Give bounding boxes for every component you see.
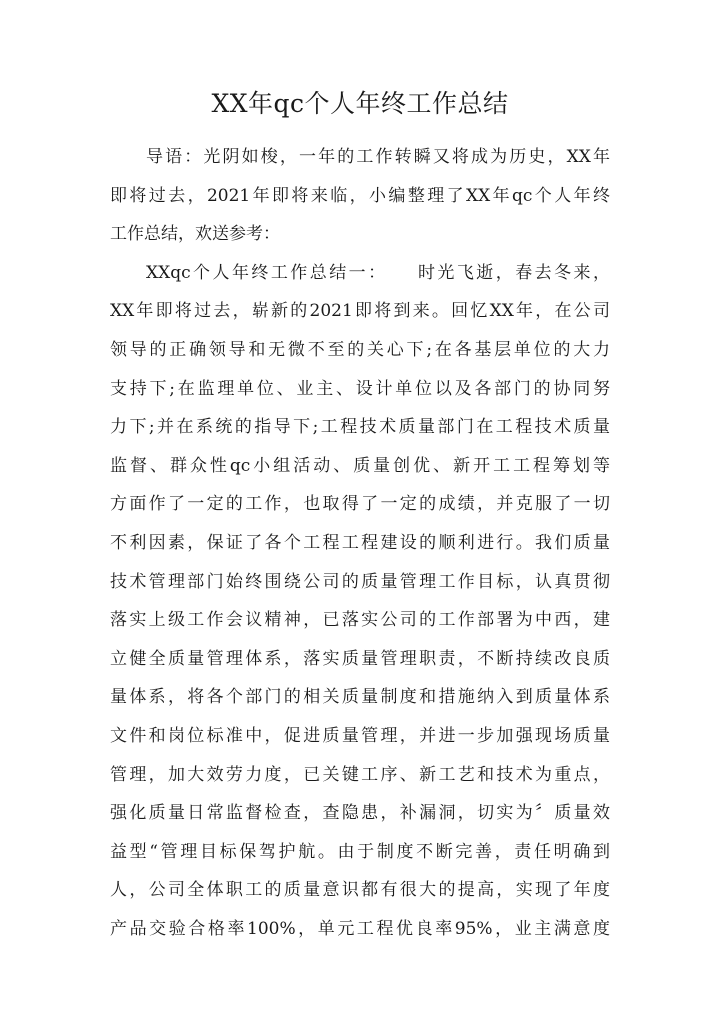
text-line: XX年即将过去，崭新的2021即将到来。回忆XX年，在公司: [110, 301, 610, 322]
text-line: 即将过去，2021年即将来临，小编整理了XX年qc个人年终: [110, 185, 610, 206]
text-line: 技术管理部门始终围绕公司的质量管理工作目标，认真贯彻: [110, 571, 610, 592]
text-line: 落实上级工作会议精神，已落实公司的工作部署为中西，建: [110, 610, 610, 631]
text-line: 导语：光阴如梭，一年的工作转瞬又将成为历史，XX年: [146, 147, 610, 167]
text-line: 不利因素，保证了各个工程工程建设的顺利进行。我们质量: [110, 532, 610, 553]
text-line: 产品交验合格率100%，单元工程优良率95%，业主满意度: [110, 918, 610, 939]
text-line: XXqc个人年终工作总结一： 时光飞逝，春去冬来，: [146, 262, 610, 283]
document-body: [110, 138, 610, 948]
text-line: 强化质量日常监督检查，查隐患，补漏洞，切实为〞质量效: [110, 803, 610, 824]
text-line: 领导的正确领导和无微不至的关心下;在各基层单位的大力: [110, 339, 610, 360]
text-line: 支持下;在监理单位、业主、设计单位以及各部门的协同努: [110, 378, 610, 399]
text-line: 人，公司全体职工的质量意识都有很大的提高，实现了年度: [110, 880, 610, 901]
text-line: 益型“管理目标保驾护航。由于制度不断完善，责任明确到: [110, 841, 610, 862]
text-line: 监督、群众性qc小组活动、质量创优、新开工工程筹划等: [110, 455, 610, 476]
intro-paragraph: [110, 138, 610, 254]
summary-paragraph: [110, 254, 610, 949]
text-line: 管理，加大效劳力度，已关键工序、新工艺和技术为重点，: [110, 764, 610, 785]
text-line: 量体系，将各个部门的相关质量制度和措施纳入到质量体系: [110, 687, 610, 708]
document-title: XX年qc个人年终工作总结: [211, 89, 509, 118]
text-line: 工作总结，欢送参考：: [110, 224, 280, 245]
text-line: 文件和岗位标准中，促进质量管理，并进一步加强现场质量: [110, 725, 610, 746]
text-line: 立健全质量管理体系，落实质量管理职责，不断持续改良质: [110, 648, 610, 669]
text-line: 力下;并在系统的指导下;工程技术质量部门在工程技术质量: [110, 417, 610, 438]
text-line: 方面作了一定的工作，也取得了一定的成绩，并克服了一切: [110, 494, 610, 515]
